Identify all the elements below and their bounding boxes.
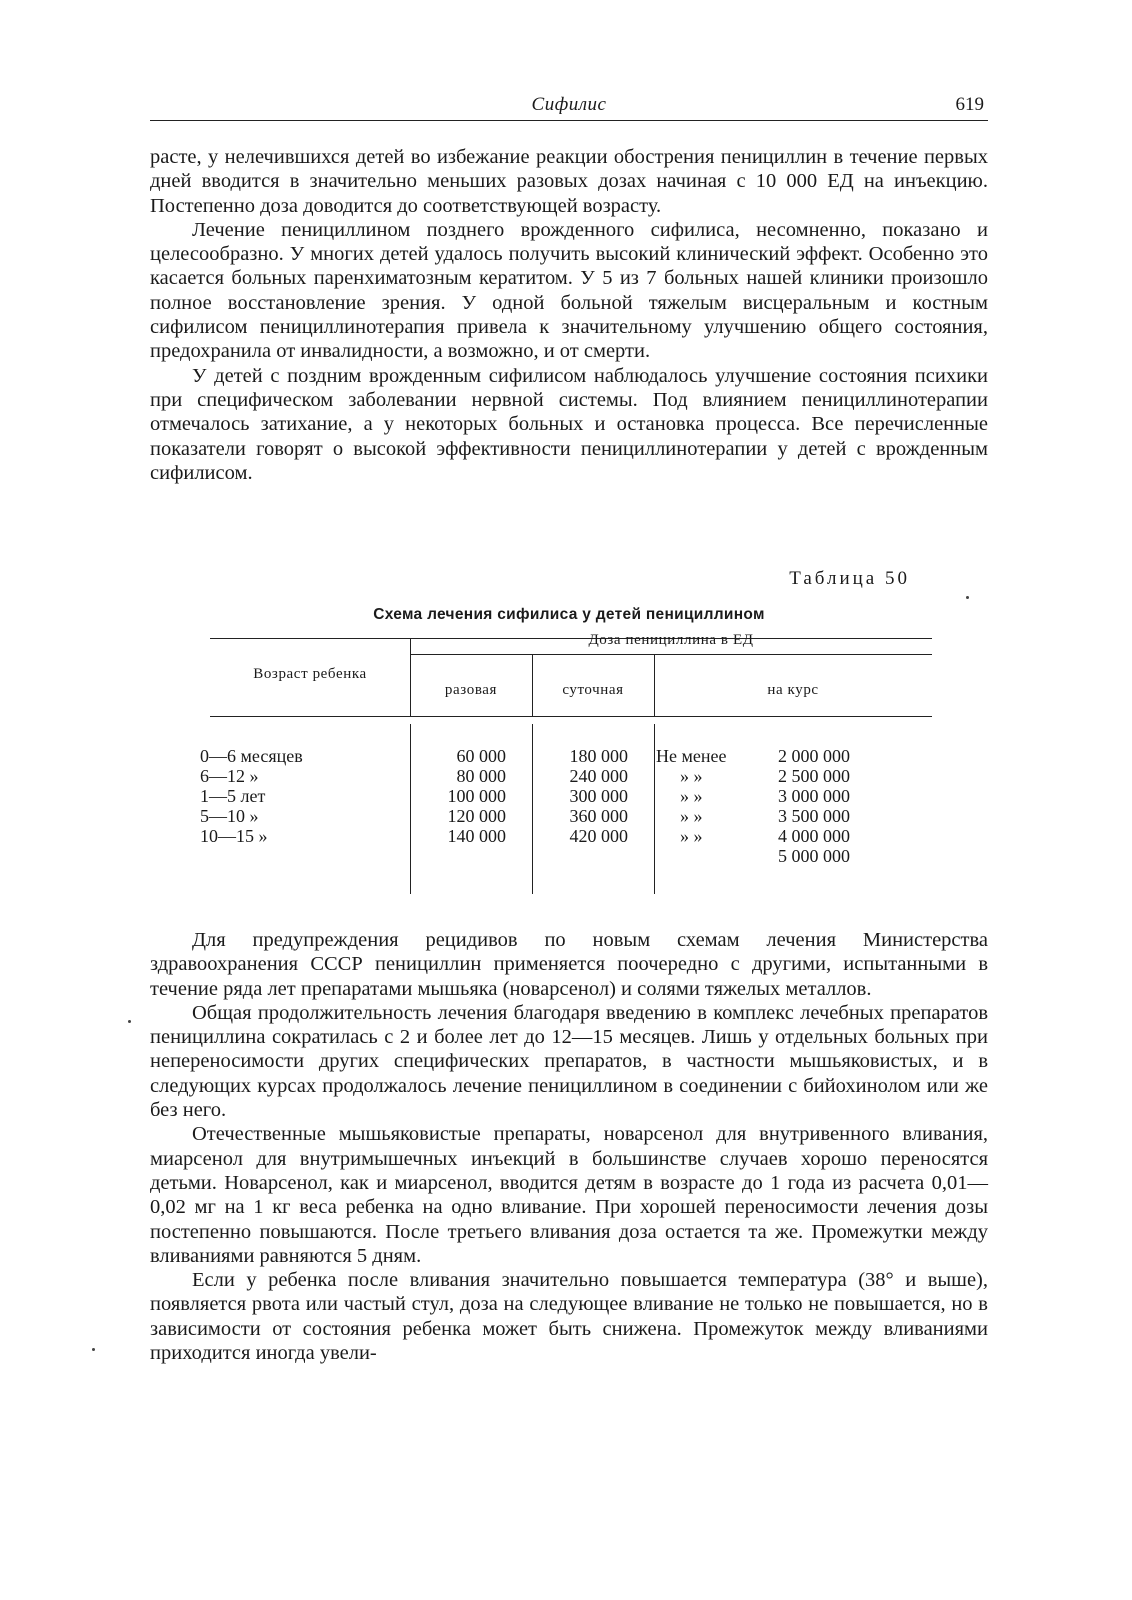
single-dose-cell: 60 000 (456, 746, 506, 766)
daily-dose-cell: 360 000 (569, 806, 628, 826)
paragraph: Если у ребенка после вливания значительно повышается температура (38° и выше), появляется рвота или частый стул, доза на следующее вливание не только не повышается, но в зависимости от состояния ребенка может быть снижена. Промежуток между вливаниями приходится иногда увели- (150, 1269, 988, 1365)
single-dose-column (410, 746, 506, 846)
header-course: на курс (767, 682, 819, 698)
single-dose-cell: 100 000 (447, 786, 506, 806)
table-caption: Схема лечения сифилиса у детей пенициллином (373, 606, 765, 623)
paragraph: Для предупреждения рецидивов по новым схемам лечения Министерства здравоохранения СССР пенициллин применяется поочередно с другими, испытанными в течение ряда лет препаратами мышьяка (новарсенол) и солями тяжелых металлов. (150, 929, 988, 1000)
course-dose-column (756, 746, 850, 866)
course-prefix-cell: » » (680, 826, 703, 846)
course-dose-cell: 3 500 000 (778, 806, 850, 826)
age-cell: 5—10 » (200, 806, 259, 826)
course-dose-cell: 2 500 000 (778, 766, 850, 786)
text-block-top (150, 145, 988, 485)
age-cell: 0—6 месяцев (200, 746, 303, 766)
course-prefix-cell: Не менее (656, 746, 727, 766)
age-column (200, 746, 400, 846)
single-dose-cell: 120 000 (447, 806, 506, 826)
daily-dose-cell: 300 000 (569, 786, 628, 806)
course-prefix-cell: » » (680, 766, 703, 786)
course-prefix-cell: » » (680, 786, 703, 806)
age-cell: 10—15 » (200, 826, 268, 846)
paragraph: расте, у нелечившихся детей во избежание реакции обострения пенициллин в течение первых дней вводится в значительно меньших разовых дозах начиная с 10 000 ЕД на инъекцию. Постепенно доза доводится до соответствующей возрасту. (150, 146, 988, 217)
paragraph: У детей с поздним врожденным сифилисом наблюдалось улучшение состояния психики при специфическом заболевании нервной системы. Под влиянием пенициллинотерапии отмечалось затихание, а у некоторых больных и остановка процесса. Все перечисленные показатели говорят о высокой эффективности пенициллинотерапии у детей с врожденным сифилисом. (150, 364, 988, 484)
course-dose-cell: 3 000 000 (778, 786, 850, 806)
paragraph: Лечение пенициллином позднего врожденного сифилиса, несомненно, показано и целесообразно. У многих детей удалось получить высокий клинический эффект. Особенно это касается больных паренхиматозным кератитом. У 5 из 7 больных нашей клиники произошло полное восстановление зрения. У одной больной тяжелым висцеральным и костным сифилисом пенициллинотерапия привела к значительному улучшению общего состояния, предохранила от инвалидности, а возможно, и от смерти. (150, 218, 988, 363)
single-dose-cell: 140 000 (447, 826, 506, 846)
paragraph: Общая продолжительность лечения благодаря введению в комплекс лечебных препаратов пенициллина сократилась с 2 и более лет до 12—15 месяцев. Лишь у отдельных больных при непереносимости других специфических препаратов, в частности мышьяковистых, и в следующих курсах продолжалось лечение пенициллином в соединении с бийохинолом или же без него. (150, 1001, 988, 1122)
page-number: 619 (955, 94, 984, 115)
table-header-rule (210, 716, 932, 717)
age-cell: 1—5 лет (200, 786, 266, 806)
dose-header-rule (410, 654, 932, 655)
header-dose: Доза пенициллина в ЕД (588, 632, 754, 648)
paragraph: Отечественные мышьяковистые препараты, новарсенол для внутривенного вливания, миарсенол для внутримышечных инъекций в большинстве случаев хорошо переносятся детьми. Новарсенол, как и миарсенол, вводится детям в возрасте до 1 года из расчета 0,01—0,02 мг на 1 кг веса ребенка на одно вливание. При хорошей переносимости лечения дозы постепенно повышаются. После третьего вливания доза остается та же. Промежутки между вливаниями равняются 5 дням. (150, 1123, 988, 1267)
course-prefix-column (656, 746, 756, 846)
daily-dose-cell: 240 000 (569, 766, 628, 786)
scan-speck (966, 596, 969, 599)
daily-dose-cell: 180 000 (569, 746, 628, 766)
course-dose-cell: 2 000 000 (778, 746, 850, 766)
daily-dose-column (532, 746, 628, 846)
scan-speck (92, 1348, 95, 1351)
single-dose-cell: 80 000 (456, 766, 506, 786)
header-daily: суточная (562, 682, 624, 698)
col-divider (410, 638, 411, 716)
page-header (150, 92, 988, 121)
running-title: Сифилис (531, 94, 607, 115)
course-dose-cell: 5 000 000 (778, 846, 850, 866)
col-divider (654, 724, 655, 894)
table-number-label: Таблица 50 (789, 568, 910, 589)
age-cell: 6—12 » (200, 766, 259, 786)
course-dose-cell: 4 000 000 (778, 826, 850, 846)
text-block-bottom (150, 928, 988, 1365)
course-prefix-cell: » » (680, 806, 703, 826)
scan-speck (128, 1020, 131, 1023)
header-age: Возраст ребенка (253, 666, 367, 682)
dosage-table (200, 632, 932, 920)
header-single: разовая (444, 682, 498, 698)
daily-dose-cell: 420 000 (569, 826, 628, 846)
